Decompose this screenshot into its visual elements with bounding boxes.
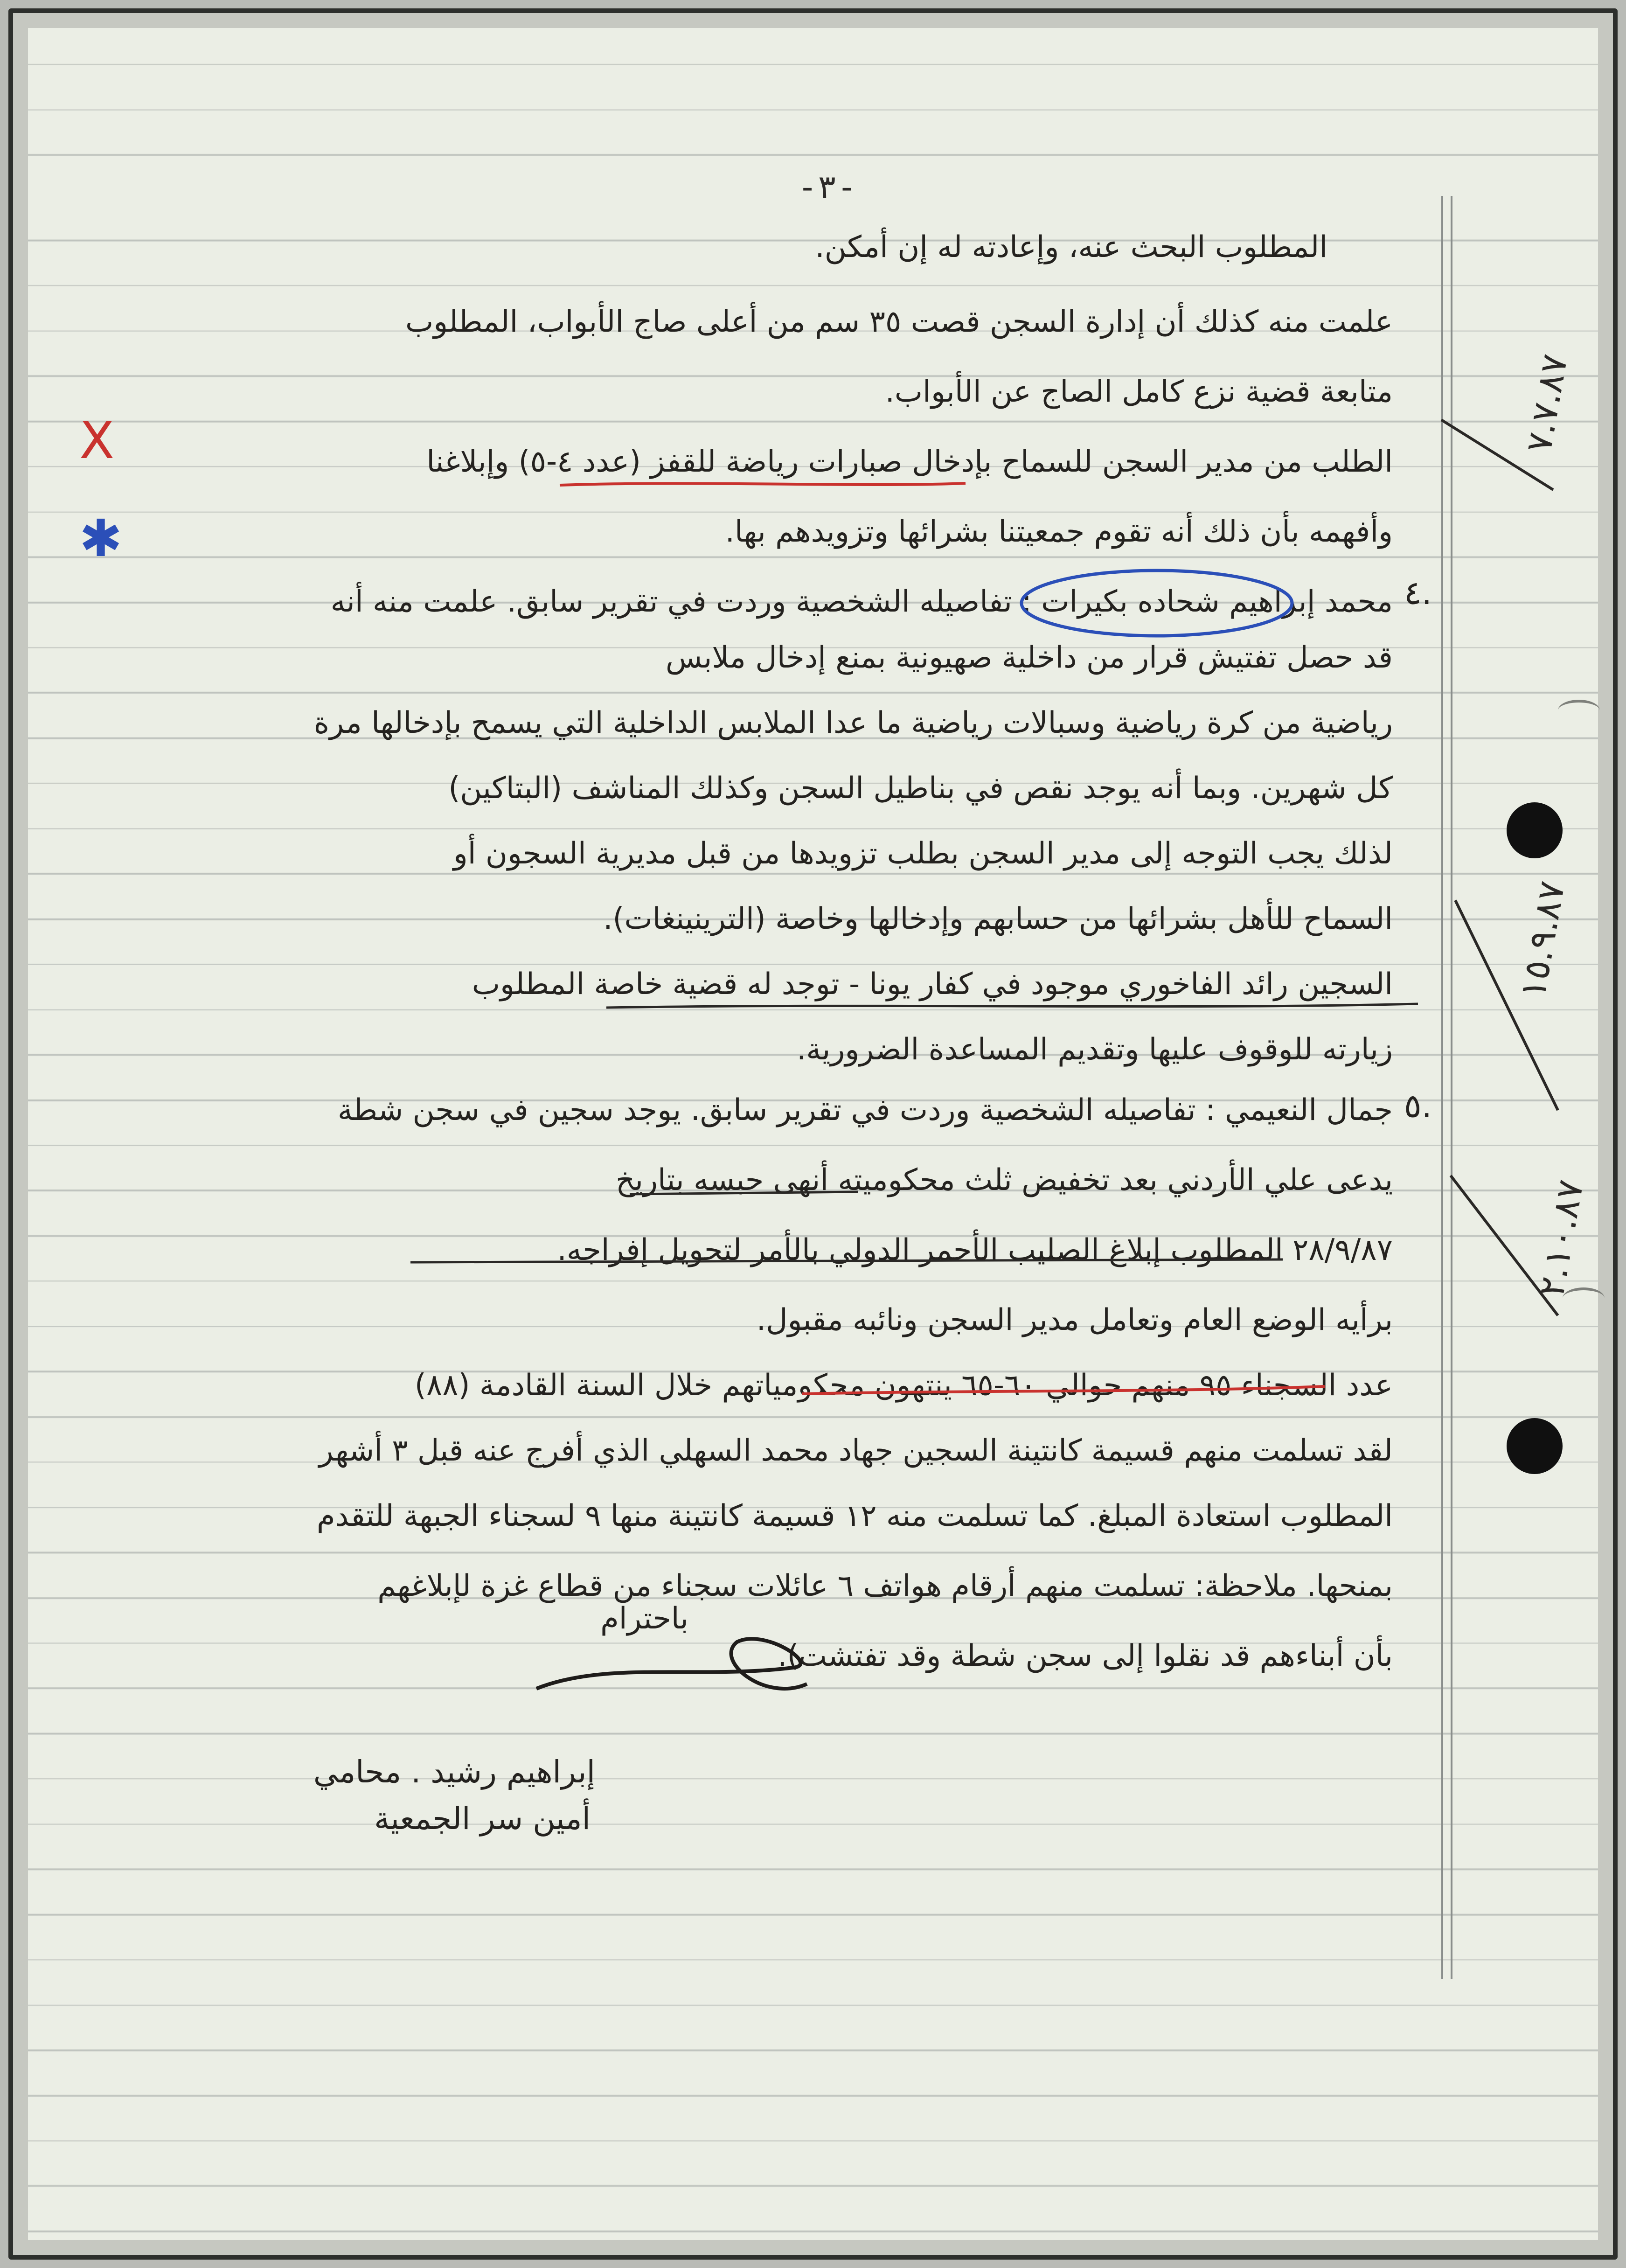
margin-slash bbox=[1451, 1176, 1558, 1315]
text-line-11: السماح للأهل بشرائها من حسابهم وإدخالها وخاصة (الترينينغات). bbox=[603, 902, 1393, 936]
text-line-22: بأن أبناءهم قد نقلوا إلى سجن شطة وقد تفتشت). bbox=[778, 1639, 1393, 1673]
text-line-21: بمنحها. ملاحظة: تسلمت منهم أرقام هواتف ٦ عائلات سجناء من قطاع غزة لإبلاغهم bbox=[377, 1569, 1393, 1603]
blue-oval-highlight bbox=[1021, 570, 1292, 636]
text-line-4: الطلب من مدير السجن للسماح بإدخال صبارات رياضة للقفز (عدد ٤-٥) وإبلاغنا bbox=[426, 445, 1393, 479]
signature-scribble bbox=[536, 1639, 807, 1689]
text-line-18: عدد السجناء ٩٥ منهم حوالي ٦٠-٦٥ ينتهون محكومياتهم خلال السنة القادمة (٨٨) bbox=[414, 1368, 1393, 1403]
text-line-5: وأفهمه بأن ذلك أنه تقوم جمعيتنا بشرائها وتزويدهم بها. bbox=[725, 515, 1393, 549]
text-line-7: قد حصل تفتيش قرار من داخلية صهيونية بمنع إدخال ملابس bbox=[665, 640, 1393, 675]
text-line-9: كل شهرين. وبما أنه يوجد نقص في بناطيل السجن وكذلك المناشف (البتاكين) bbox=[448, 771, 1393, 806]
text-line-3: متابعة قضية نزع كامل الصاج عن الأبواب. bbox=[885, 375, 1393, 409]
text-line-2: علمت منه كذلك أن إدارة السجن قصت ٣٥ سم من أعلى صاج الأبواب، المطلوب bbox=[405, 305, 1393, 339]
text-line-14: جمال النعيمي : تفاصيله الشخصية وردت في تقرير سابق. يوجد سجين في سجن شطة bbox=[337, 1093, 1393, 1127]
page-number: -٣- bbox=[798, 168, 857, 206]
text-line-1: المطلوب البحث عنه، وإعادته له إن أمكن. bbox=[815, 230, 1327, 264]
red-underline bbox=[560, 483, 966, 485]
margin-note-date-2: ١٥.٩.٨٧ bbox=[1511, 878, 1573, 1002]
item-number-4: ٤. bbox=[1404, 574, 1432, 612]
red-x-mark: X bbox=[79, 410, 115, 470]
blue-star-mark: ✱ bbox=[79, 508, 123, 568]
signature-name: إبراهيم رشيد . محامي bbox=[313, 1754, 595, 1790]
text-line-16: ٢٨/٩/٨٧ المطلوب إبلاغ الصليب الأحمر الدولي بالأمر لتحويل إفراجه. bbox=[557, 1233, 1393, 1267]
margin-note-date-3: ٢.١٠.٨٧ bbox=[1530, 1176, 1591, 1300]
text-line-15: يدعى علي الأردني بعد تخفيض ثلث محكوميته أنهى حبسه بتاريخ bbox=[615, 1163, 1393, 1197]
margin-slash bbox=[1455, 900, 1558, 1110]
text-line-19: لقد تسلمت منهم قسيمة كانتينة السجين جهاد محمد السهلي الذي أفرج عنه قبل ٣ أشهر bbox=[319, 1433, 1393, 1468]
text-line-13: زيارته للوقوف عليها وتقديم المساعدة الضرورية. bbox=[796, 1032, 1393, 1067]
signature-title: أمين سر الجمعية bbox=[374, 1801, 591, 1837]
text-line-8: رياضية من كرة رياضية وسبالات رياضية ما عدا الملابس الداخلية التي يسمح بإدخالها مرة bbox=[313, 706, 1393, 740]
margin-slash bbox=[1441, 420, 1553, 490]
text-line-20: المطلوب استعادة المبلغ. كما تسلمت منه ١٢ قسيمة كانتينة منها ٩ لسجناء الجبهة للتقدم bbox=[316, 1499, 1393, 1533]
closing-salutation: باحترام bbox=[600, 1601, 688, 1636]
text-line-6: محمد إبراهيم شحاده بكيرات : تفاصيله الشخصية وردت في تقرير سابق. علمت منه أنه bbox=[330, 584, 1393, 619]
red-underline bbox=[802, 1386, 1325, 1394]
black-underline bbox=[606, 1004, 1418, 1008]
black-underline bbox=[410, 1259, 1283, 1262]
item-number-5: ٥. bbox=[1404, 1087, 1432, 1125]
text-line-17: برأيه الوضع العام وتعامل مدير السجن ونائبه مقبول. bbox=[756, 1303, 1393, 1337]
text-line-10: لذلك يجب التوجه إلى مدير السجن بطلب تزويدها من قبل مديرية السجون أو bbox=[453, 836, 1393, 871]
black-underline bbox=[630, 1192, 858, 1194]
margin-note-date-1: ٧.٧.٨٧ bbox=[1517, 351, 1576, 456]
text-line-12: السجين رائد الفاخوري موجود في كفار يونا - توجد له قضية خاصة المطلوب bbox=[472, 967, 1393, 1002]
